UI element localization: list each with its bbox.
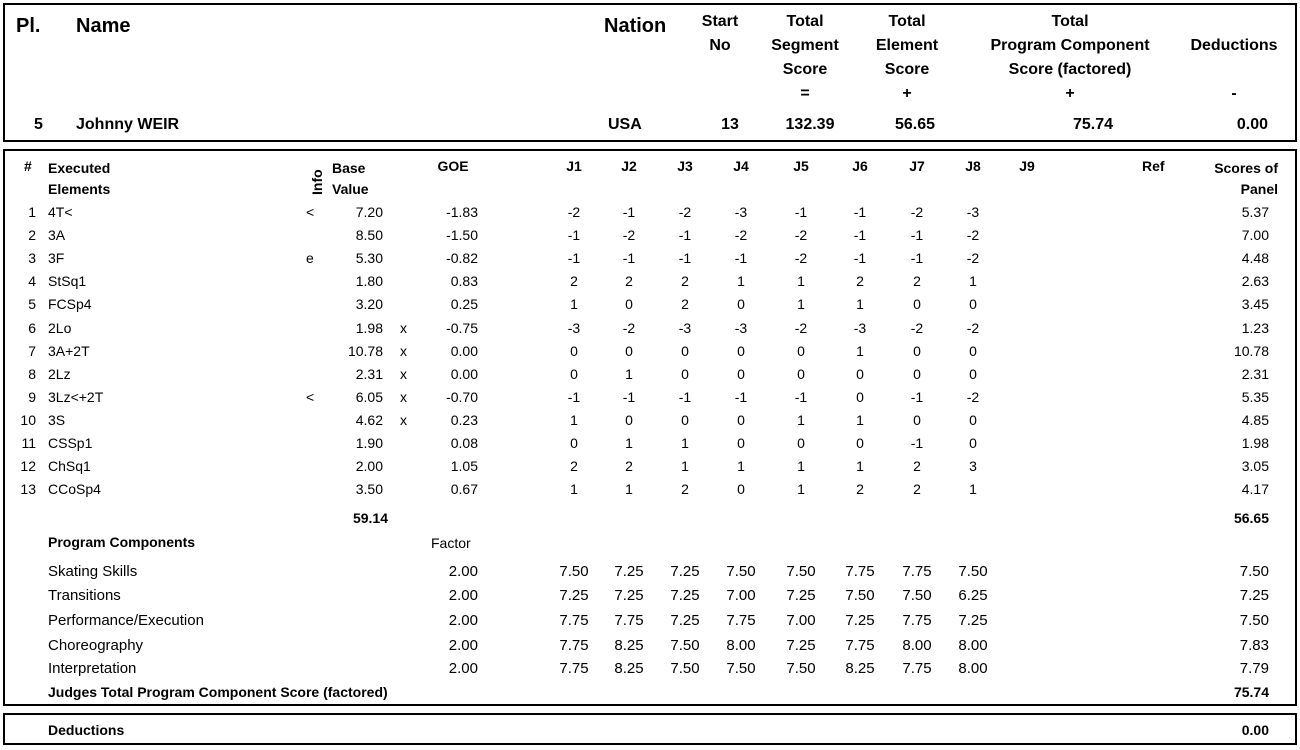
element-number: 6 — [28, 320, 36, 336]
element-number: 11 — [21, 435, 36, 451]
component-judge-4: 7.75 — [726, 612, 756, 629]
hdr-judge-9: J9 — [1019, 158, 1035, 174]
element-bonus-marker: x — [400, 389, 407, 405]
element-judge-5: 1 — [797, 412, 805, 428]
component-name: Interpretation — [48, 660, 137, 677]
element-info: < — [306, 204, 315, 220]
element-panel-score: 1.23 — [1241, 320, 1269, 336]
element-judge-3: 0 — [681, 343, 689, 359]
element-code: 2Lz — [48, 366, 71, 382]
base-total: 59.14 — [352, 510, 388, 526]
component-judge-4: 8.00 — [726, 637, 756, 654]
element-goe: 0.67 — [450, 481, 478, 497]
component-judge-8: 8.00 — [958, 660, 988, 677]
element-goe: 0.00 — [450, 366, 478, 382]
element-judge-5: 1 — [797, 296, 805, 312]
element-judge-8: 0 — [969, 412, 977, 428]
col-deductions: Deductions - — [1190, 37, 1278, 102]
element-judge-7: 2 — [913, 273, 921, 289]
element-base-value: 4.62 — [355, 412, 383, 428]
element-base-value: 3.50 — [355, 481, 383, 497]
element-judge-1: 2 — [570, 458, 578, 474]
component-judge-4: 7.00 — [726, 587, 756, 604]
component-judge-8: 8.00 — [958, 637, 988, 654]
element-code: ChSq1 — [48, 458, 91, 474]
element-judge-5: -1 — [794, 204, 808, 220]
element-judge-5: 0 — [797, 366, 805, 382]
hdr-judge-2: J2 — [621, 158, 637, 174]
element-judge-1: 1 — [570, 296, 578, 312]
component-judge-7: 7.75 — [902, 563, 932, 580]
element-judge-8: -2 — [966, 250, 980, 266]
element-goe: 0.83 — [450, 273, 478, 289]
element-panel-score: 4.85 — [1241, 412, 1269, 428]
element-goe: -0.70 — [446, 389, 478, 405]
element-panel-score: 7.00 — [1241, 227, 1269, 243]
element-goe: -1.83 — [446, 204, 478, 220]
element-judge-8: 1 — [969, 481, 977, 497]
col-pcs: Total Program Component Score (factored) + — [990, 13, 1150, 102]
element-judge-6: 2 — [856, 273, 864, 289]
skater-tes: 56.65 — [894, 116, 936, 133]
element-panel-score: 5.37 — [1241, 204, 1269, 220]
element-judge-3: -2 — [678, 204, 692, 220]
component-judge-3: 7.25 — [670, 587, 700, 604]
element-judge-8: 3 — [969, 458, 977, 474]
element-panel-score: 5.35 — [1241, 389, 1269, 405]
element-judge-3: -1 — [678, 250, 692, 266]
element-judge-3: 0 — [681, 412, 689, 428]
col-tes: Total Element Score + — [875, 13, 939, 102]
component-judge-1: 7.75 — [559, 637, 589, 654]
element-bonus-marker: x — [400, 320, 407, 336]
component-judge-2: 8.25 — [614, 660, 644, 677]
element-number: 3 — [28, 250, 36, 266]
component-judge-3: 7.25 — [670, 612, 700, 629]
element-judge-2: 1 — [625, 481, 633, 497]
element-judge-6: 1 — [856, 343, 864, 359]
element-number: 12 — [20, 458, 36, 474]
element-base-value: 2.00 — [355, 458, 383, 474]
element-judge-1: 1 — [570, 481, 578, 497]
components-total-label: Judges Total Program Component Score (factored) — [48, 684, 388, 700]
element-panel-score: 3.05 — [1241, 458, 1269, 474]
element-judge-8: -2 — [966, 320, 980, 336]
element-judge-6: -1 — [853, 250, 867, 266]
element-judge-8: -3 — [966, 204, 980, 220]
element-bonus-marker: x — [400, 366, 407, 382]
element-bonus-marker: x — [400, 343, 407, 359]
deductions-total: 0.00 — [1241, 722, 1269, 738]
element-code: StSq1 — [48, 273, 87, 289]
element-judge-1: -1 — [567, 227, 581, 243]
element-judge-4: -1 — [734, 250, 748, 266]
hdr-goe: GOE — [437, 158, 469, 174]
components-total: 75.74 — [1233, 684, 1269, 700]
element-judge-1: -2 — [567, 204, 581, 220]
element-judge-8: 1 — [969, 273, 977, 289]
skater-nation: USA — [608, 116, 642, 133]
element-goe: -1.50 — [446, 227, 478, 243]
element-judge-4: -3 — [734, 320, 748, 336]
element-judge-5: -2 — [794, 227, 808, 243]
element-judge-2: 0 — [625, 412, 633, 428]
element-judge-3: -3 — [678, 320, 692, 336]
element-judge-4: 0 — [737, 366, 745, 382]
element-judge-2: 0 — [625, 343, 633, 359]
element-code: CCoSp4 — [48, 481, 101, 497]
element-judge-7: 0 — [913, 366, 921, 382]
hdr-base-value: Base Value — [332, 160, 369, 197]
hdr-info: Info — [309, 169, 325, 195]
element-panel-score: 4.48 — [1241, 250, 1269, 266]
component-panel-score: 7.50 — [1239, 612, 1269, 629]
element-judge-2: 1 — [625, 366, 633, 382]
element-judge-2: 1 — [625, 435, 633, 451]
element-judge-5: -1 — [794, 389, 808, 405]
element-judge-3: 0 — [681, 366, 689, 382]
element-base-value: 6.05 — [355, 389, 383, 405]
element-judge-5: 1 — [797, 458, 805, 474]
hdr-executed-elements: Executed Elements — [48, 160, 111, 197]
element-judge-3: -1 — [678, 227, 692, 243]
element-judge-6: 0 — [856, 366, 864, 382]
element-judge-7: -1 — [910, 435, 924, 451]
element-judge-2: -2 — [622, 227, 636, 243]
deductions-label: Deductions — [48, 722, 125, 738]
element-judge-6: 0 — [856, 435, 864, 451]
element-judge-1: 1 — [570, 412, 578, 428]
element-panel-score: 2.31 — [1241, 366, 1269, 382]
element-judge-1: 0 — [570, 343, 578, 359]
element-code: FCSp4 — [48, 296, 92, 312]
component-panel-score: 7.25 — [1239, 587, 1269, 604]
element-judge-7: -1 — [910, 389, 924, 405]
hdr-scores-of-panel: Scores of Panel — [1214, 160, 1278, 197]
elements-total: 56.65 — [1233, 510, 1269, 526]
element-judge-5: -2 — [794, 250, 808, 266]
element-goe: 0.23 — [450, 412, 478, 428]
element-info: e — [306, 250, 314, 266]
component-judge-7: 8.00 — [902, 637, 932, 654]
hdr-judge-1: J1 — [566, 158, 582, 174]
element-judge-6: 0 — [856, 389, 864, 405]
element-base-value: 1.80 — [355, 273, 383, 289]
element-judge-5: 1 — [797, 481, 805, 497]
element-judge-8: 0 — [969, 366, 977, 382]
element-judge-7: 2 — [913, 481, 921, 497]
component-judge-3: 7.50 — [670, 637, 700, 654]
component-judge-3: 7.25 — [670, 563, 700, 580]
component-name: Transitions — [48, 587, 121, 604]
element-number: 8 — [28, 366, 36, 382]
element-judge-7: -2 — [910, 204, 924, 220]
col-nation: Nation — [604, 15, 667, 37]
element-number: 4 — [28, 273, 36, 289]
element-judge-4: 0 — [737, 296, 745, 312]
element-judge-1: 0 — [570, 435, 578, 451]
hdr-judge-7: J7 — [909, 158, 925, 174]
element-judge-6: -1 — [853, 204, 867, 220]
element-judge-4: 1 — [737, 273, 745, 289]
element-judge-7: 2 — [913, 458, 921, 474]
element-judge-7: -1 — [910, 227, 924, 243]
component-judge-4: 7.50 — [726, 563, 756, 580]
component-judge-2: 7.75 — [614, 612, 644, 629]
skater-deductions: 0.00 — [1236, 116, 1268, 133]
element-judge-8: -2 — [966, 389, 980, 405]
element-judge-6: 1 — [856, 296, 864, 312]
component-panel-score: 7.50 — [1239, 563, 1269, 580]
element-judge-2: 2 — [625, 273, 633, 289]
element-panel-score: 3.45 — [1241, 296, 1269, 312]
element-code: 3A+2T — [48, 343, 90, 359]
element-code: CSSp1 — [48, 435, 93, 451]
element-judge-7: 0 — [913, 343, 921, 359]
component-factor: 2.00 — [448, 637, 478, 654]
element-judge-1: -3 — [567, 320, 581, 336]
element-base-value: 2.31 — [355, 366, 383, 382]
component-judge-5: 7.25 — [786, 587, 816, 604]
element-number: 2 — [28, 227, 36, 243]
component-judge-6: 7.50 — [845, 587, 875, 604]
component-panel-score: 7.79 — [1239, 660, 1269, 677]
element-judge-8: 0 — [969, 296, 977, 312]
skater-start-no: 13 — [721, 116, 739, 133]
element-judge-4: -2 — [734, 227, 748, 243]
component-judge-2: 8.25 — [614, 637, 644, 654]
components-factor-header: Factor — [431, 535, 471, 551]
element-judge-5: 0 — [797, 435, 805, 451]
element-judge-2: 2 — [625, 458, 633, 474]
element-judge-1: -1 — [567, 250, 581, 266]
hdr-num: # — [24, 158, 32, 174]
element-goe: -0.82 — [446, 250, 478, 266]
element-judge-6: 2 — [856, 481, 864, 497]
component-judge-6: 7.25 — [845, 612, 875, 629]
element-number: 5 — [28, 296, 36, 312]
col-name: Name — [76, 15, 131, 37]
element-judge-1: 2 — [570, 273, 578, 289]
element-goe: 0.25 — [450, 296, 478, 312]
component-judge-1: 7.25 — [559, 587, 589, 604]
element-judge-4: 0 — [737, 481, 745, 497]
element-info: < — [306, 389, 315, 405]
element-number: 9 — [28, 389, 36, 405]
element-judge-2: -1 — [622, 250, 636, 266]
components-title: Program Components — [48, 534, 196, 550]
component-judge-5: 7.50 — [786, 660, 816, 677]
component-judge-8: 7.50 — [958, 563, 988, 580]
component-judge-8: 6.25 — [958, 587, 988, 604]
element-judge-4: 0 — [737, 435, 745, 451]
component-factor: 2.00 — [448, 612, 478, 629]
element-base-value: 8.50 — [355, 227, 383, 243]
element-judge-5: 1 — [797, 273, 805, 289]
element-judge-8: -2 — [966, 227, 980, 243]
deductions-box — [3, 713, 1297, 745]
skater-name: Johnny WEIR — [76, 116, 180, 133]
component-judge-7: 7.50 — [902, 587, 932, 604]
element-panel-score: 4.17 — [1241, 481, 1269, 497]
component-name: Skating Skills — [48, 563, 138, 580]
hdr-judge-6: J6 — [852, 158, 868, 174]
hdr-judge-5: J5 — [793, 158, 809, 174]
element-judge-8: 0 — [969, 435, 977, 451]
component-judge-5: 7.00 — [786, 612, 816, 629]
component-factor: 2.00 — [448, 563, 478, 580]
element-judge-2: -2 — [622, 320, 636, 336]
element-panel-score: 1.98 — [1241, 435, 1269, 451]
element-judge-7: -1 — [910, 250, 924, 266]
element-base-value: 10.78 — [347, 343, 383, 359]
element-judge-3: 1 — [681, 435, 689, 451]
element-judge-4: 0 — [737, 343, 745, 359]
element-goe: 0.08 — [450, 435, 478, 451]
component-name: Choreography — [48, 637, 144, 654]
element-judge-4: -3 — [734, 204, 748, 220]
element-judge-4: -1 — [734, 389, 748, 405]
element-judge-3: 2 — [681, 296, 689, 312]
component-judge-6: 8.25 — [845, 660, 875, 677]
hdr-judge-3: J3 — [677, 158, 693, 174]
component-judge-3: 7.50 — [670, 660, 700, 677]
element-goe: 0.00 — [450, 343, 478, 359]
element-judge-5: -2 — [794, 320, 808, 336]
skater-tss: 132.39 — [785, 116, 835, 133]
element-goe: -0.75 — [446, 320, 478, 336]
element-number: 1 — [28, 204, 36, 220]
component-name: Performance/Execution — [48, 612, 204, 629]
element-number: 7 — [28, 343, 36, 359]
component-factor: 2.00 — [448, 660, 478, 677]
element-goe: 1.05 — [450, 458, 478, 474]
hdr-judge-8: J8 — [965, 158, 981, 174]
col-pl: Pl. — [16, 15, 41, 37]
component-panel-score: 7.83 — [1239, 637, 1269, 654]
element-judge-6: 1 — [856, 458, 864, 474]
component-factor: 2.00 — [448, 587, 478, 604]
element-judge-4: 1 — [737, 458, 745, 474]
component-judge-4: 7.50 — [726, 660, 756, 677]
element-code: 3A — [48, 227, 66, 243]
component-judge-6: 7.75 — [845, 637, 875, 654]
element-judge-7: 0 — [913, 412, 921, 428]
element-code: 4T< — [48, 204, 73, 220]
element-judge-8: 0 — [969, 343, 977, 359]
element-panel-score: 2.63 — [1241, 273, 1269, 289]
element-judge-6: 1 — [856, 412, 864, 428]
component-judge-6: 7.75 — [845, 563, 875, 580]
skater-place: 5 — [34, 116, 43, 133]
element-number: 13 — [20, 481, 36, 497]
element-code: 3S — [48, 412, 66, 428]
element-code: 3F — [48, 250, 65, 266]
component-judge-1: 7.75 — [559, 612, 589, 629]
component-judge-1: 7.50 — [559, 563, 589, 580]
skater-pcs: 75.74 — [1072, 116, 1114, 133]
element-judge-7: 0 — [913, 296, 921, 312]
element-code: 2Lo — [48, 320, 72, 336]
component-judge-1: 7.75 — [559, 660, 589, 677]
element-judge-6: -3 — [853, 320, 867, 336]
element-judge-3: 1 — [681, 458, 689, 474]
element-judge-5: 0 — [797, 343, 805, 359]
element-judge-3: 2 — [681, 481, 689, 497]
component-judge-2: 7.25 — [614, 563, 644, 580]
element-base-value: 1.98 — [355, 320, 383, 336]
component-judge-2: 7.25 — [614, 587, 644, 604]
element-base-value: 3.20 — [355, 296, 383, 312]
element-judge-4: 0 — [737, 412, 745, 428]
element-judge-2: -1 — [622, 204, 636, 220]
component-judge-5: 7.25 — [786, 637, 816, 654]
element-code: 3Lz<+2T — [48, 389, 104, 405]
element-base-value: 5.30 — [355, 250, 383, 266]
element-bonus-marker: x — [400, 412, 407, 428]
component-judge-8: 7.25 — [958, 612, 988, 629]
component-judge-7: 7.75 — [902, 660, 932, 677]
component-judge-5: 7.50 — [786, 563, 816, 580]
element-judge-1: -1 — [567, 389, 581, 405]
col-tss: Total Segment Score = — [771, 13, 839, 102]
element-judge-6: -1 — [853, 227, 867, 243]
element-judge-2: -1 — [622, 389, 636, 405]
element-judge-1: 0 — [570, 366, 578, 382]
hdr-judge-4: J4 — [733, 158, 749, 174]
element-judge-7: -2 — [910, 320, 924, 336]
col-start-no: Start No — [701, 13, 739, 54]
element-base-value: 7.20 — [355, 204, 383, 220]
element-panel-score: 10.78 — [1233, 343, 1269, 359]
element-base-value: 1.90 — [355, 435, 383, 451]
hdr-ref: Ref — [1142, 158, 1165, 174]
element-number: 10 — [20, 412, 36, 428]
element-judge-2: 0 — [625, 296, 633, 312]
element-judge-3: 2 — [681, 273, 689, 289]
component-judge-7: 7.75 — [902, 612, 932, 629]
element-judge-3: -1 — [678, 389, 692, 405]
